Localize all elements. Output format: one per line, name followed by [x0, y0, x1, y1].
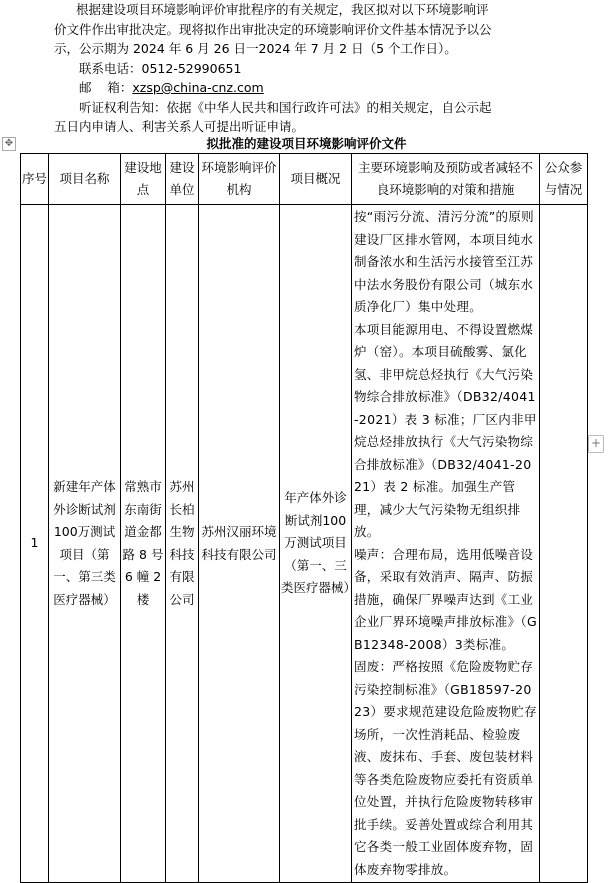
measure-noise: 噪声：合理布局，选用低噪音设备，采取有效消声、隔声、防振措施，确保厂界噪声达到《工业企业厂界环境噪声排放标准》（GB12348-2008）3类标准。 — [354, 546, 537, 652]
measure-air: 本项目能源用电、不得设置燃煤炉（窑）。本项目硫酸雾、氯化氢、非甲烷总烃执行《大气污染物综合排放标准》（DB32/4041-2021）表 3 标准；厂区内非甲烷总烃排放执行《大气污染物综合排放标准》（DB32/4041-2021）表 2 标准。加强生产管理，减少大气污染物无组织排放。 — [354, 321, 537, 539]
email-link[interactable]: xzsp@china-cnz.com — [132, 80, 264, 95]
email-label: 邮 箱： — [79, 80, 133, 95]
header-index: 序号 — [21, 154, 49, 205]
contact-email — [0, 78, 613, 98]
move-handle-icon[interactable]: ✥ — [2, 137, 16, 151]
hearing-notice-1: 听证权利告知：依据《中华人民共和国行政许可法》的相关规定，自公示起 — [79, 99, 492, 115]
approval-table — [20, 153, 588, 883]
header-builder: 建设单位 — [166, 154, 199, 205]
header-project-name: 项目名称 — [49, 154, 121, 205]
intro-line-3: 示，公示期为 2024 年 6 月 26 日一2024 年 7 月 2 日（5 个工作日）。 — [54, 41, 457, 56]
intro-line-2: 价文件作出审批决定。现将拟作出审批决定的环境影响评价文件基本情况予以公 — [54, 21, 492, 37]
cell-measures — [352, 205, 540, 883]
measure-waste: 固废：严格按照《危险废物贮存污染控制标准》（GB18597-2023）要求规范建设危险废物贮存场所，一次性消耗品、检验废液、废抹布、手套、废包装材料等各类危险废物应委托有资质单位处置，并执行危险废物转移审批手续。妥善处置或综合利用其它各类一般工业固体废弃物，固体废弃物零排放。 — [354, 659, 537, 877]
cell-builder: 苏州长柏生物科技有限公司 — [166, 205, 199, 883]
table-row — [21, 205, 588, 883]
intro-line-1: 根据建设项目环境影响评价审批程序的有关规定，我区拟对以下环境影响评 — [76, 2, 489, 17]
header-overview: 项目概况 — [280, 154, 352, 205]
cell-agency: 苏州汉丽环境科技有限公司 — [199, 205, 280, 883]
intro-section — [0, 0, 613, 137]
add-row-icon[interactable]: + — [588, 435, 604, 453]
cell-participation — [540, 205, 588, 883]
table-title: 拟批准的建设项目环境影响评价文件 — [206, 136, 407, 151]
hearing-notice-2: 五日内申请人、利害关系人可提出听证申请。 — [54, 119, 305, 134]
cell-index: 1 — [21, 205, 49, 883]
cell-location: 常熟市东南街道金都路 8 号6 幢 2 楼 — [121, 205, 166, 883]
cell-project-name: 新建年产体外诊断试剂100万测试项目（第一、第三类医疗器械） — [49, 205, 121, 883]
contact-phone: 联系电话：0512-52990651 — [79, 60, 242, 76]
table-header-row — [21, 154, 588, 205]
header-measures: 主要环境影响及预防或者减轻不良环境影响的对策和措施 — [352, 154, 540, 205]
cell-overview: 年产体外诊断试剂100万测试项目（第一、三类医疗器械） — [280, 205, 352, 883]
header-agency: 环境影响评价机构 — [199, 154, 280, 205]
header-location: 建设地点 — [121, 154, 166, 205]
header-participation: 公众参与情况 — [540, 154, 588, 205]
measure-water: 按“雨污分流、清污分流”的原则建设厂区排水管网，本项目纯水制备浓水和生活污水接管至江苏中法水务股份有限公司（城东水质净化厂）集中处理。 — [354, 209, 534, 314]
